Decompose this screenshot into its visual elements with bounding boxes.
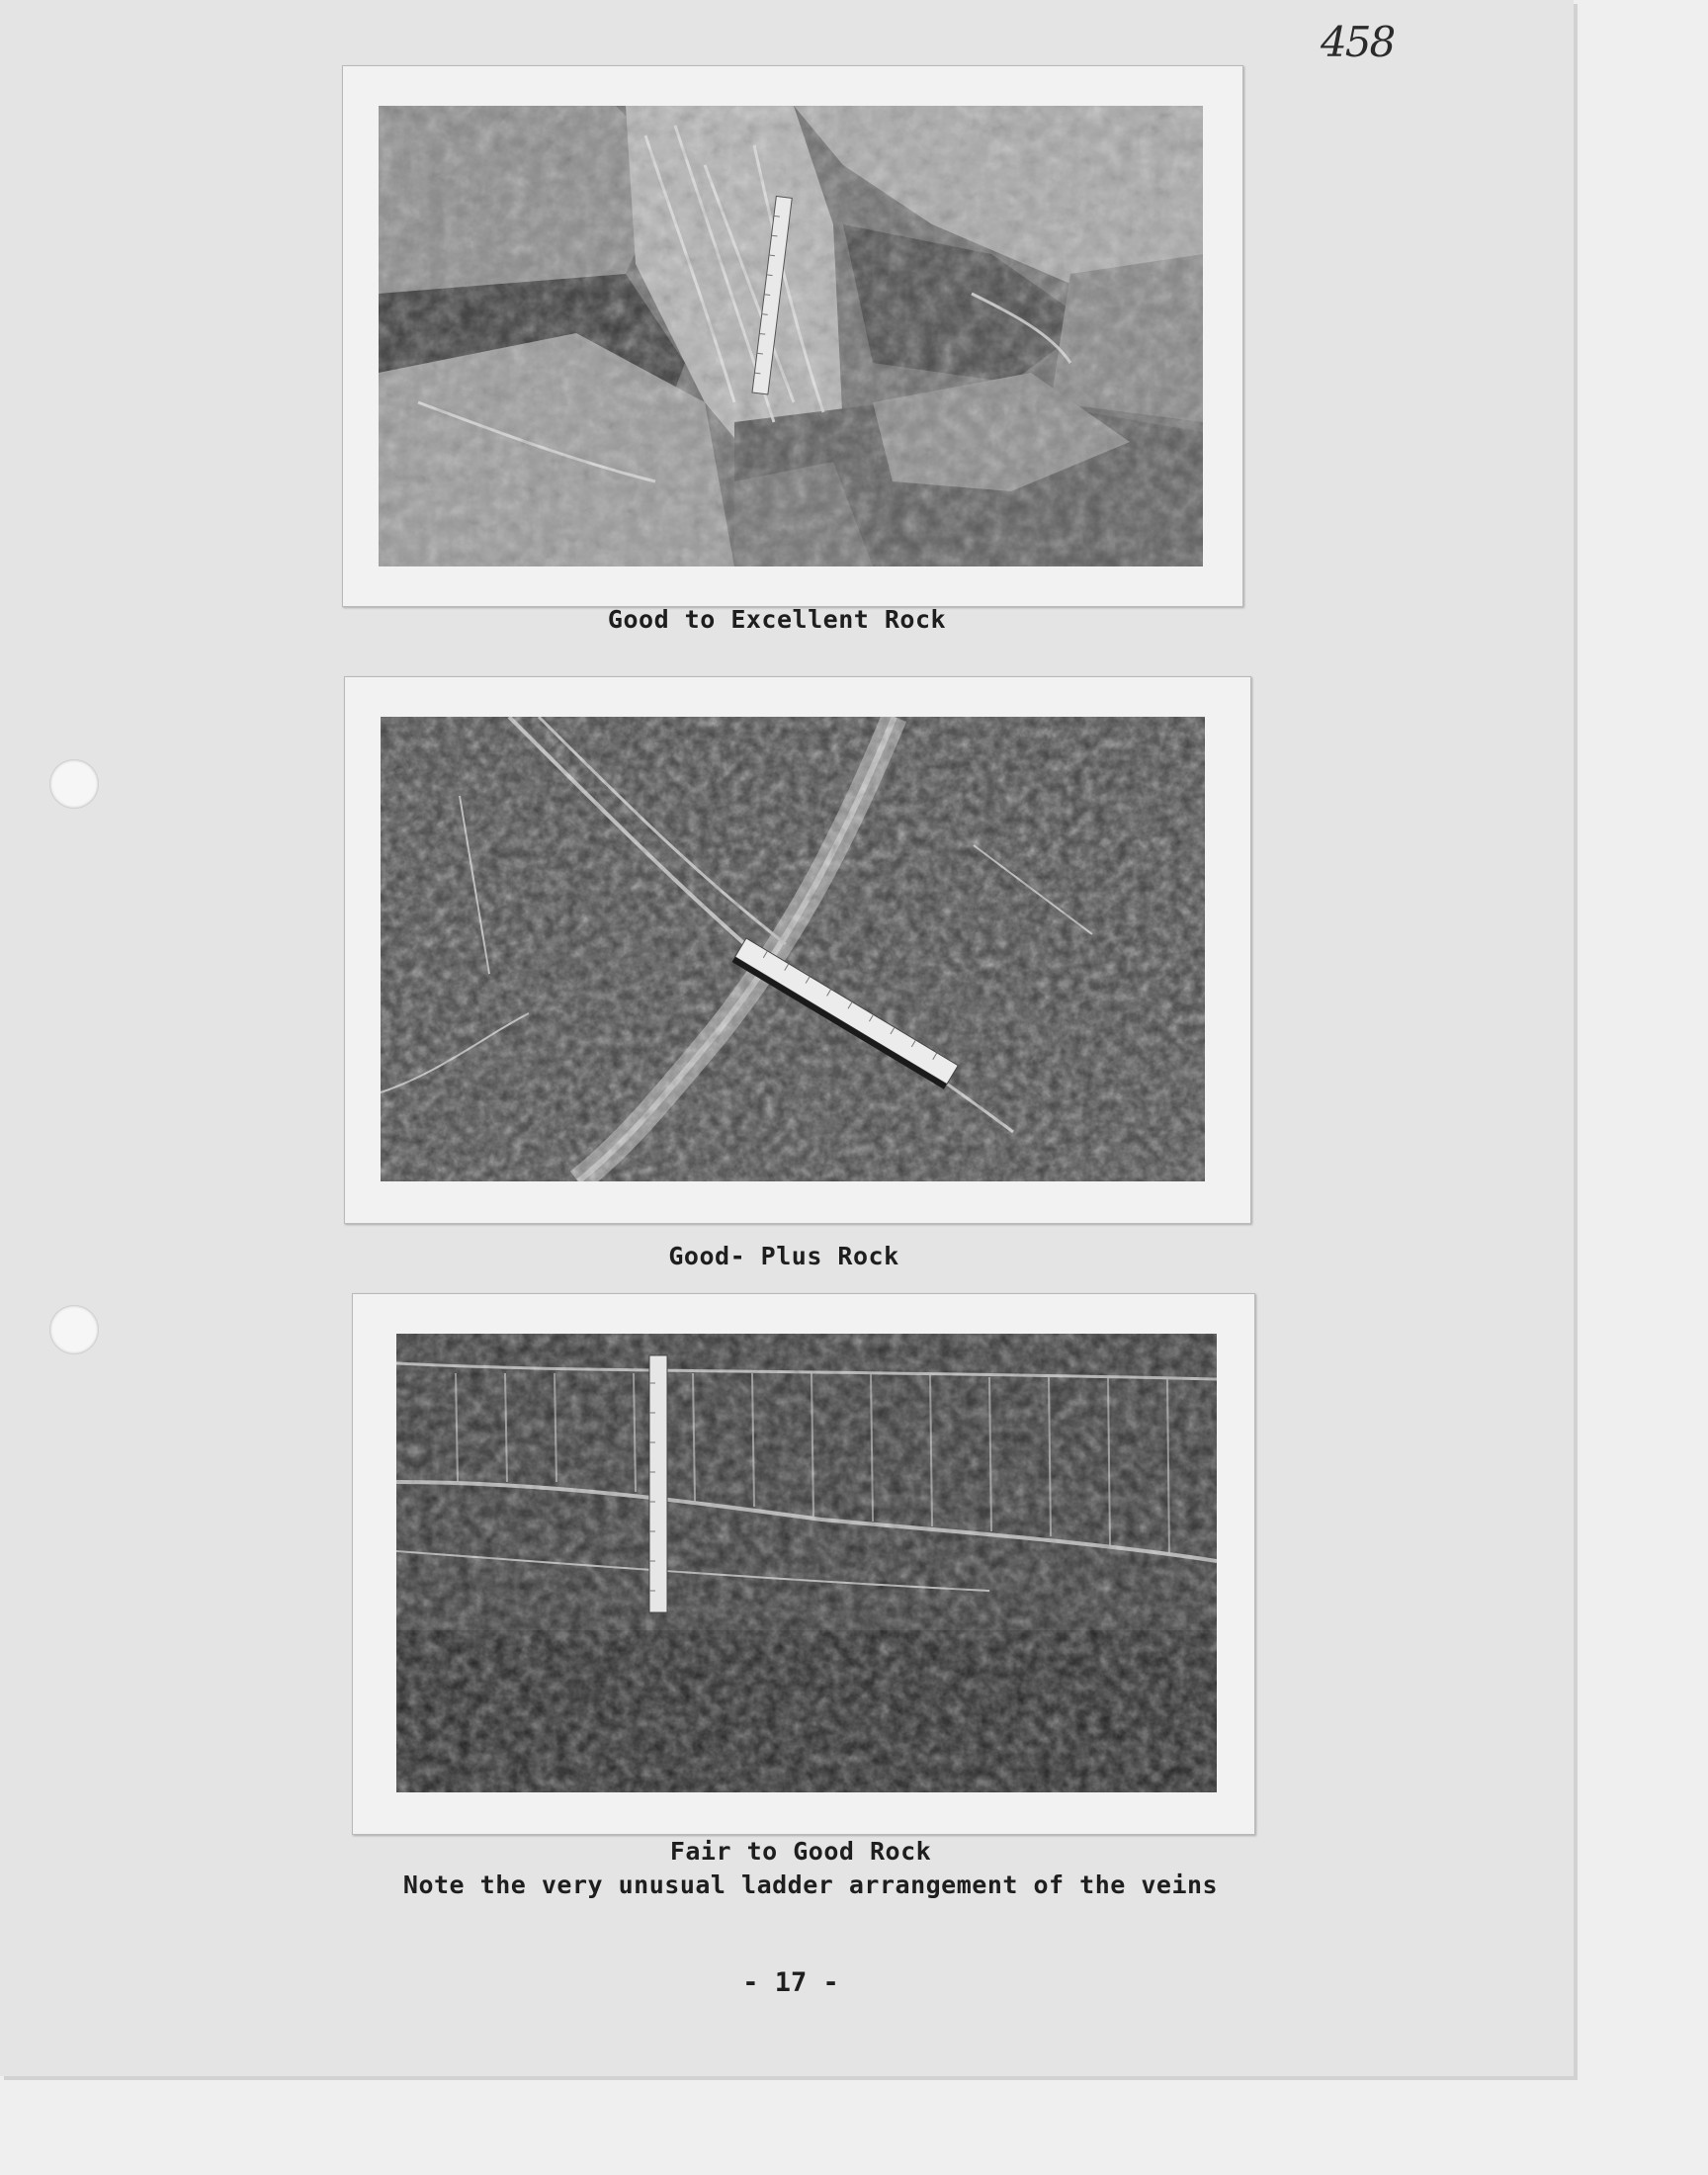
photo-mount-2 xyxy=(344,676,1251,1224)
rock-photo-fair-to-good xyxy=(396,1334,1217,1792)
photo-caption-1: Good to Excellent Rock xyxy=(607,605,947,634)
page-number: - 17 - xyxy=(742,1967,839,1998)
rock-photo-good-plus xyxy=(381,717,1205,1181)
photo-mount-3 xyxy=(352,1293,1255,1835)
photo-caption-3-note: Note the very unusual ladder arrangement of the veins xyxy=(402,1870,1219,1899)
punch-hole xyxy=(49,1305,99,1354)
punch-hole xyxy=(49,759,99,809)
photo-caption-3: Fair to Good Rock xyxy=(669,1837,932,1866)
photo-caption-2: Good- Plus Rock xyxy=(668,1242,899,1270)
rock-photo-good-to-excellent xyxy=(379,106,1203,566)
photo-mount-1 xyxy=(342,65,1243,607)
handwritten-folio-number: 458 xyxy=(1321,18,1395,66)
